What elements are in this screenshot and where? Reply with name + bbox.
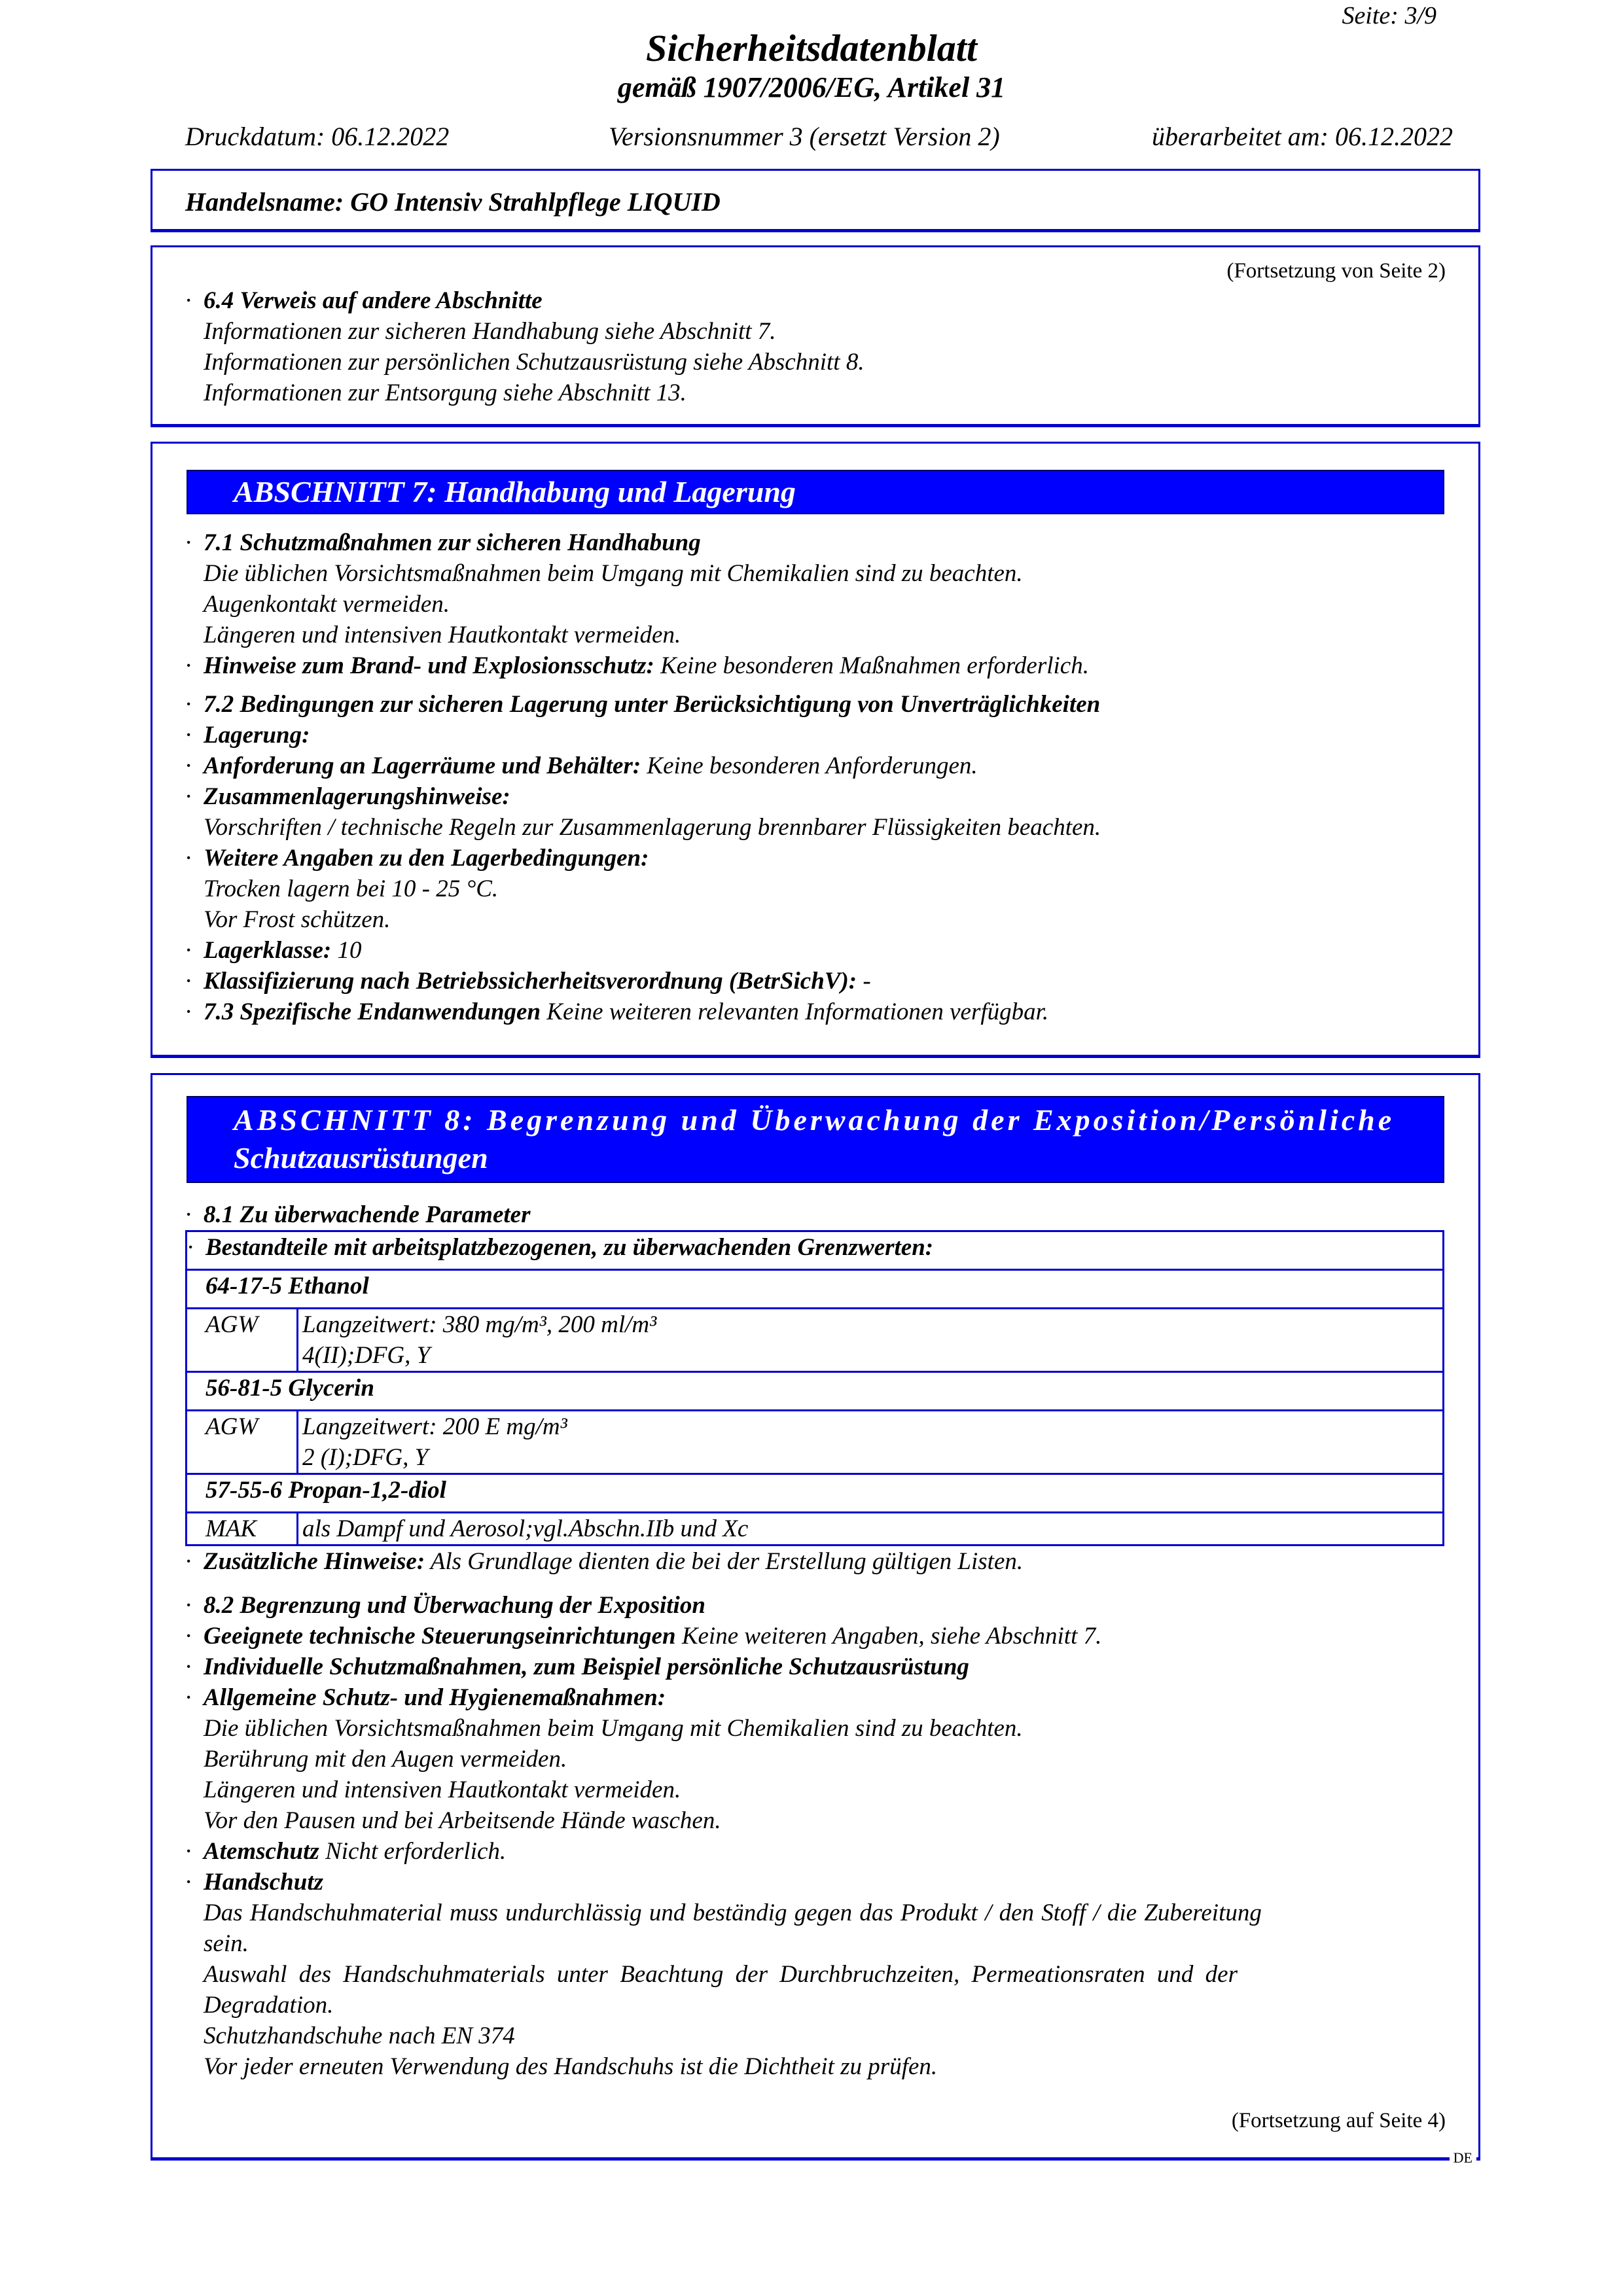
joint-storage-value: Vorschriften / technische Regeln zur Zusammenlagerung brennbarer Flüssigkeiten beachten. (204, 814, 1101, 841)
section-6-4-heading: · 6.4 Verweis auf andere Abschnitte (185, 287, 543, 314)
section-7-1-heading: · 7.1 Schutzmaßnahmen zur sicheren Handhabung (185, 529, 701, 556)
hand-protection-line: Das Handschuhmaterial muss undurchlässig und beständig gegen das Produkt / den Stoff / die Zubereitung (204, 1899, 1262, 1926)
limit-row: AGW Langzeitwert: 380 mg/m³, 200 ml/m³ 4(II);DFG, Y (187, 1309, 1444, 1372)
section-7-1-line: Die üblichen Vorsichtsmaßnahmen beim Umgang mit Chemikalien sind zu beachten. (204, 560, 1023, 587)
substance-row: 64-17-5 Ethanol (187, 1270, 1444, 1309)
section-6-box (151, 245, 1480, 427)
section-7-title: ABSCHNITT 7: Handhabung und Lagerung (187, 470, 1444, 514)
document-title: Sicherheitsdatenblatt (646, 27, 977, 69)
section-6-line: Informationen zur Entsorgung siehe Abschnitt 13. (204, 380, 687, 406)
hygiene-line: Die üblichen Vorsichtsmaßnahmen beim Umgang mit Chemikalien sind zu beachten. (204, 1715, 1023, 1742)
storage-label: · Lagerung: (185, 722, 310, 749)
substance-row: 57-55-6 Propan-1,2-diol (187, 1474, 1444, 1513)
version-number: Versionsnummer 3 (ersetzt Version 2) (609, 122, 1000, 151)
section-7-box (151, 442, 1480, 1058)
hand-protection-line: Vor jeder erneuten Verwendung des Handschuhs ist die Dichtheit zu prüfen. (204, 2053, 938, 2080)
technical-controls: · Geeignete technische Steuerungseinrichtungen Keine weiteren Angaben, siehe Abschnitt 7. (185, 1623, 1102, 1650)
fire-protection-hint: · Hinweise zum Brand- und Explosionsschutz: Keine besonderen Maßnahmen erforderlich. (185, 652, 1089, 679)
limit-row: MAK als Dampf und Aerosol;vgl.Abschn.IIb und Xc (187, 1513, 1444, 1545)
trade-name-box (151, 169, 1480, 232)
hygiene-line: Berührung mit den Augen vermeiden. (204, 1746, 567, 1773)
hand-protection-line: Schutzhandschuhe nach EN 374 (204, 2022, 515, 2049)
exposure-limits-table (185, 1230, 1444, 1546)
section-6-line: Informationen zur persönlichen Schutzausrüstung siehe Abschnitt 8. (204, 349, 865, 376)
substance-row: 56-81-5 Glycerin (187, 1372, 1444, 1411)
limit-row: AGW Langzeitwert: 200 E mg/m³ 2 (I);DFG, Y (187, 1411, 1444, 1474)
language-code: DE (1450, 2149, 1476, 2166)
joint-storage-label: · Zusammenlagerungshinweise: (185, 783, 510, 810)
betrsichv-classification: · Klassifizierung nach Betriebssicherheitsverordnung (BetrSichV): - (185, 968, 871, 995)
section-7-2-heading: · 7.2 Bedingungen zur sicheren Lagerung unter Berücksichtigung von Unverträglichkeiten (185, 691, 1101, 718)
section-7-1-line: Längeren und intensiven Hautkontakt vermeiden. (204, 622, 681, 648)
section-7-3: · 7.3 Spezifische Endanwendungen Keine weiteren relevanten Informationen verfügbar. (185, 998, 1049, 1025)
hand-protection-line: sein. (204, 1930, 249, 1957)
hygiene-label: · Allgemeine Schutz- und Hygienemaßnahmen: (185, 1684, 666, 1711)
section-8-2-heading: · 8.2 Begrenzung und Überwachung der Exposition (185, 1592, 705, 1619)
page-number: Seite: 3/9 (1342, 2, 1436, 29)
table-header-row: · Bestandteile mit arbeitsplatzbezogenen, zu überwachenden Grenzwerten: (187, 1231, 1444, 1270)
section-7-1-line: Augenkontakt vermeiden. (204, 591, 450, 618)
hand-protection-line: Degradation. (204, 1992, 334, 2019)
storage-class: · Lagerklasse: 10 (185, 937, 362, 964)
section-8-title: ABSCHNITT 8: Begrenzung und Überwachung der Exposition/Persönliche Schutzausrüstungen (187, 1096, 1444, 1183)
hygiene-line: Längeren und intensiven Hautkontakt vermeiden. (204, 1776, 681, 1803)
trade-name: Handelsname: GO Intensiv Strahlpflege LIQUID (185, 187, 721, 217)
further-storage-line: Vor Frost schützen. (204, 906, 391, 933)
revision-date: überarbeitet am: 06.12.2022 (1152, 122, 1453, 151)
section-8-box (151, 1073, 1480, 2161)
print-date: Druckdatum: 06.12.2022 (185, 122, 450, 151)
further-storage-line: Trocken lagern bei 10 - 25 °C. (204, 875, 499, 902)
additional-notes: · Zusätzliche Hinweise: Als Grundlage dienten die bei der Erstellung gültigen Listen. (185, 1548, 1024, 1575)
section-8-1-heading: · 8.1 Zu überwachende Parameter (185, 1201, 531, 1228)
section-6-line: Informationen zur sicheren Handhabung siehe Abschnitt 7. (204, 318, 776, 345)
hand-protection-label: · Handschutz (185, 1869, 324, 1896)
storage-rooms-requirement: · Anforderung an Lagerräume und Behälter: Keine besonderen Anforderungen. (185, 752, 978, 779)
continued-from-note: (Fortsetzung von Seite 2) (1226, 259, 1446, 283)
hygiene-line: Vor den Pausen und bei Arbeitsende Hände waschen. (204, 1807, 721, 1834)
respiratory-protection: · Atemschutz Nicht erforderlich. (185, 1838, 507, 1865)
document-subtitle: gemäß 1907/2006/EG, Artikel 31 (617, 71, 1006, 103)
individual-protection-heading: · Individuelle Schutzmaßnahmen, zum Beispiel persönliche Schutzausrüstung (185, 1653, 969, 1680)
continued-on-note: (Fortsetzung auf Seite 4) (1231, 2109, 1446, 2132)
hand-protection-line: Auswahl des Handschuhmaterials unter Beachtung der Durchbruchzeiten, Permeationsraten und der (204, 1961, 1238, 1988)
further-storage-label: · Weitere Angaben zu den Lagerbedingungen: (185, 845, 649, 872)
